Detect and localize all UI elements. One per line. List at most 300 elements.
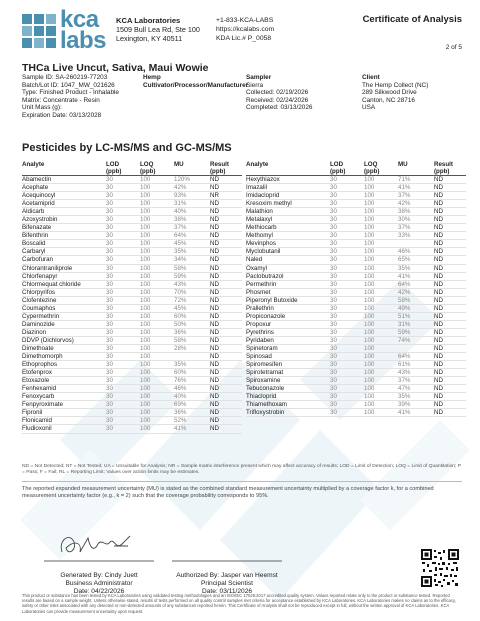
mu-value: 49% bbox=[398, 304, 411, 312]
sampler-info bbox=[246, 74, 356, 112]
table-row bbox=[22, 248, 242, 256]
analyte-name: Chlorantraniliprole bbox=[22, 264, 73, 272]
signature-jasper-van-heemst bbox=[172, 522, 282, 562]
loq-value: 100 bbox=[140, 385, 151, 393]
mu-value: 120% bbox=[174, 176, 190, 183]
lod-value: 30 bbox=[330, 296, 337, 304]
mu-value: 41% bbox=[398, 272, 411, 280]
lod-value: 30 bbox=[330, 200, 337, 208]
mu-value: 36% bbox=[174, 328, 187, 336]
header-analyte: Analyte bbox=[246, 161, 269, 168]
company-contact bbox=[216, 16, 274, 43]
mu-value: 64% bbox=[398, 353, 411, 361]
result-value: ND bbox=[210, 312, 219, 320]
loq-value: 100 bbox=[364, 320, 375, 328]
analyte-name: Metalaxyl bbox=[246, 216, 273, 224]
mu-value: 42% bbox=[398, 200, 411, 208]
mu-value: 50% bbox=[174, 320, 187, 328]
lod-value: 30 bbox=[106, 361, 113, 369]
result-value: ND bbox=[210, 272, 219, 280]
analyte-name: Spiroxamine bbox=[246, 377, 281, 385]
authorized-date: Date: 03/11/2026 bbox=[201, 588, 253, 595]
mu-value: 40% bbox=[174, 393, 187, 401]
result-value: ND bbox=[210, 296, 219, 304]
mu-value: 37% bbox=[398, 192, 411, 200]
loq-value: 100 bbox=[140, 417, 151, 425]
analyte-name: Aldicarb bbox=[22, 208, 45, 216]
result-value: ND bbox=[434, 369, 443, 377]
uncertainty-statement: The reported expanded measurement uncertainty (MU) is stated as the combined standard measurement uncertainty multiplied by a coverage factor k, for a combined measurement uncertainty factor (e.g., k = 2) such that the coverage probability corresponds to 95%. bbox=[22, 486, 434, 499]
kca-logo bbox=[22, 6, 108, 56]
lod-value: 30 bbox=[330, 353, 337, 361]
loq-value: 100 bbox=[364, 280, 375, 288]
loq-value: 100 bbox=[140, 248, 151, 256]
mu-value: 43% bbox=[398, 369, 411, 377]
loq-value: 100 bbox=[364, 353, 375, 361]
table-row bbox=[22, 313, 242, 321]
result-value: ND bbox=[434, 264, 443, 272]
table-row bbox=[246, 393, 466, 401]
table-row bbox=[246, 329, 466, 337]
loq-value: 100 bbox=[364, 176, 375, 183]
analyte-name: Mevinphos bbox=[246, 240, 276, 248]
mu-value: 34% bbox=[174, 256, 187, 264]
analyte-name: Propiconazole bbox=[246, 312, 286, 320]
analyte-name: Spirotetramat bbox=[246, 369, 284, 377]
loq-value: 100 bbox=[140, 216, 151, 224]
analyte-name: Abamectin bbox=[22, 176, 52, 183]
loq-value: 100 bbox=[364, 288, 375, 296]
table-row bbox=[246, 208, 466, 216]
client-heading: Client bbox=[362, 74, 380, 81]
result-value: ND bbox=[210, 369, 219, 377]
company-name: KCA Laboratories bbox=[116, 16, 181, 25]
analyte-name: Trifloxystrobin bbox=[246, 409, 285, 417]
analyte-name: Prallethrin bbox=[246, 304, 274, 312]
analyte-name: Phosmet bbox=[246, 288, 271, 296]
lod-value: 30 bbox=[106, 248, 113, 256]
analyte-name: Daminozide bbox=[22, 320, 55, 328]
table-row bbox=[246, 353, 466, 361]
analyte-name: Coumaphos bbox=[22, 304, 56, 312]
table-row bbox=[22, 353, 242, 361]
loq-value: 100 bbox=[364, 224, 375, 232]
table-row bbox=[246, 232, 466, 240]
document-title: Certificate of Analysis bbox=[362, 14, 462, 25]
mu-value: 69% bbox=[174, 401, 187, 409]
table-row bbox=[22, 409, 242, 417]
sample-info bbox=[22, 74, 142, 120]
result-value: ND bbox=[434, 385, 443, 393]
result-value: ND bbox=[210, 409, 219, 417]
analyte-name: Dimethoate bbox=[22, 344, 54, 352]
mu-value: 39% bbox=[398, 401, 411, 409]
mu-value: 37% bbox=[398, 377, 411, 385]
table-row bbox=[246, 377, 466, 385]
lod-value: 30 bbox=[106, 280, 113, 288]
lod-value: 30 bbox=[330, 272, 337, 280]
lod-value: 30 bbox=[330, 264, 337, 272]
loq-value: 100 bbox=[364, 409, 375, 417]
loq-value: 100 bbox=[364, 272, 375, 280]
client-street: 289 Silkwood Drive bbox=[362, 89, 417, 97]
analyte-name: Fipronil bbox=[22, 409, 43, 417]
loq-value: 100 bbox=[140, 320, 151, 328]
analyte-name: Permethrin bbox=[246, 280, 277, 288]
table-row bbox=[246, 345, 466, 353]
loq-value: 100 bbox=[140, 312, 151, 320]
analyte-name: Chlormequat chloride bbox=[22, 280, 81, 288]
lod-value: 30 bbox=[106, 328, 113, 336]
header-lod: LOD (ppb) bbox=[330, 161, 346, 175]
mu-value: 59% bbox=[174, 272, 187, 280]
result-value: ND bbox=[210, 216, 219, 224]
result-value: ND bbox=[210, 377, 219, 385]
lod-value: 30 bbox=[106, 200, 113, 208]
analyte-name: Spinosad bbox=[246, 353, 272, 361]
analyte-name: Methomyl bbox=[246, 232, 273, 240]
table-row bbox=[22, 232, 242, 240]
header-mu: MU bbox=[398, 161, 408, 168]
table-row bbox=[246, 200, 466, 208]
authorized-role: Principal Scientist bbox=[200, 580, 254, 587]
lod-value: 30 bbox=[106, 409, 113, 417]
table-row bbox=[246, 248, 466, 256]
mu-value: 42% bbox=[174, 184, 187, 192]
analyte-name: Paclobutrazol bbox=[246, 272, 284, 280]
mu-value: 52% bbox=[174, 417, 187, 425]
lod-value: 30 bbox=[106, 312, 113, 320]
table-header bbox=[246, 160, 466, 176]
divider bbox=[22, 481, 462, 482]
analyte-name: Propoxur bbox=[246, 320, 272, 328]
loq-value: 100 bbox=[364, 192, 375, 200]
result-value: ND bbox=[210, 320, 219, 328]
mu-value: 37% bbox=[398, 224, 411, 232]
table-row bbox=[22, 192, 242, 200]
header-lod: LOD (ppb) bbox=[106, 161, 122, 175]
loq-value: 100 bbox=[140, 288, 151, 296]
mu-value: 65% bbox=[398, 256, 411, 264]
analyte-name: Hexythiazox bbox=[246, 176, 280, 183]
analyte-name: Tebuconazole bbox=[246, 385, 285, 393]
logo-cubes-icon bbox=[22, 14, 56, 56]
analyte-name: Thiacloprid bbox=[246, 393, 277, 401]
lod-value: 30 bbox=[330, 248, 337, 256]
lod-value: 30 bbox=[330, 232, 337, 240]
mu-value: 36% bbox=[174, 409, 187, 417]
lod-value: 30 bbox=[330, 216, 337, 224]
table-row bbox=[22, 329, 242, 337]
result-value: ND bbox=[210, 248, 219, 256]
table-row bbox=[246, 240, 466, 248]
loq-value: 100 bbox=[140, 272, 151, 280]
lod-value: 30 bbox=[330, 377, 337, 385]
loq-value: 100 bbox=[140, 296, 151, 304]
analyte-name: Imazalil bbox=[246, 184, 267, 192]
result-value: ND bbox=[210, 401, 219, 409]
result-value: ND bbox=[434, 208, 443, 216]
analyte-name: Pyrethrins bbox=[246, 328, 274, 336]
lod-value: 30 bbox=[106, 192, 113, 200]
loq-value: 100 bbox=[364, 344, 375, 352]
mu-value: 45% bbox=[174, 304, 187, 312]
result-value: ND bbox=[434, 320, 443, 328]
analyte-name: Methiocarb bbox=[246, 224, 277, 232]
loq-value: 100 bbox=[364, 312, 375, 320]
table-row bbox=[22, 289, 242, 297]
mu-value: 42% bbox=[398, 288, 411, 296]
hemp-heading: Hemp bbox=[143, 74, 161, 81]
table-row bbox=[246, 265, 466, 273]
table-row bbox=[246, 192, 466, 200]
lod-value: 30 bbox=[330, 208, 337, 216]
result-value: ND bbox=[210, 425, 219, 433]
analyte-name: Thiamethoxam bbox=[246, 401, 287, 409]
lod-value: 30 bbox=[106, 288, 113, 296]
loq-value: 100 bbox=[140, 353, 151, 361]
mu-value: 46% bbox=[174, 385, 187, 393]
loq-value: 100 bbox=[364, 200, 375, 208]
lod-value: 30 bbox=[106, 425, 113, 433]
lod-value: 30 bbox=[330, 312, 337, 320]
loq-value: 100 bbox=[140, 256, 151, 264]
unit-mass: Unit Mass (g): bbox=[22, 104, 62, 112]
result-value: ND bbox=[434, 344, 443, 352]
mu-value: 61% bbox=[398, 361, 411, 369]
table-row bbox=[22, 224, 242, 232]
result-value: ND bbox=[434, 256, 443, 264]
lod-value: 30 bbox=[106, 304, 113, 312]
result-value: ND bbox=[434, 184, 443, 192]
loq-value: 100 bbox=[140, 280, 151, 288]
mu-value: 51% bbox=[398, 312, 411, 320]
table-row bbox=[246, 184, 466, 192]
lod-value: 30 bbox=[106, 377, 113, 385]
result-value: ND bbox=[434, 361, 443, 369]
loq-value: 100 bbox=[364, 216, 375, 224]
table-row bbox=[22, 361, 242, 369]
analyte-name: Pyridaben bbox=[246, 336, 274, 344]
result-value: ND bbox=[210, 256, 219, 264]
table-row bbox=[22, 297, 242, 305]
mu-value: 59% bbox=[398, 328, 411, 336]
table-row bbox=[22, 208, 242, 216]
table-row bbox=[22, 281, 242, 289]
result-value: ND bbox=[434, 248, 443, 256]
result-value: ND bbox=[210, 328, 219, 336]
expiration-date: Expiration Date: 03/13/2028 bbox=[22, 111, 102, 119]
website-link[interactable]: https://kcalabs.com bbox=[216, 26, 275, 33]
mu-value: 37% bbox=[174, 224, 187, 232]
logo-bottom-text: labs bbox=[60, 27, 107, 54]
loq-value: 100 bbox=[364, 377, 375, 385]
loq-value: 100 bbox=[140, 336, 151, 344]
signature-cindy-juett bbox=[44, 522, 154, 562]
lod-value: 30 bbox=[330, 361, 337, 369]
loq-value: 100 bbox=[364, 328, 375, 336]
result-value: ND bbox=[434, 240, 443, 248]
table-row bbox=[22, 256, 242, 264]
table-row bbox=[22, 184, 242, 192]
loq-value: 100 bbox=[140, 176, 151, 183]
table-row bbox=[246, 401, 466, 409]
table-row bbox=[22, 385, 242, 393]
loq-value: 100 bbox=[364, 336, 375, 344]
analyte-name: Diazinon bbox=[22, 328, 47, 336]
analyte-name: Bifenthrin bbox=[22, 232, 49, 240]
generated-role: Business Administrator bbox=[65, 580, 133, 587]
mu-value: 38% bbox=[398, 208, 411, 216]
header-result: Result (ppb) bbox=[210, 161, 229, 175]
lod-value: 30 bbox=[106, 208, 113, 216]
loq-value: 100 bbox=[140, 401, 151, 409]
loq-value: 100 bbox=[140, 425, 151, 433]
analyte-name: Oxamyl bbox=[246, 264, 267, 272]
analyte-name: Fenhexamid bbox=[22, 385, 57, 393]
analyte-name: Azoxystrobin bbox=[22, 216, 58, 224]
mu-value: 41% bbox=[174, 425, 187, 433]
analyte-name: Boscalid bbox=[22, 240, 46, 248]
analyte-name: Fenoxycarb bbox=[22, 393, 55, 401]
loq-value: 100 bbox=[364, 256, 375, 264]
lod-value: 30 bbox=[106, 320, 113, 328]
analyte-name: Piperonyl Butoxide bbox=[246, 296, 298, 304]
loq-value: 100 bbox=[364, 232, 375, 240]
hemp-subheading: Cultivator/Processor/Manufacturer bbox=[143, 81, 249, 89]
mu-value: 64% bbox=[174, 232, 187, 240]
result-value: ND bbox=[210, 417, 219, 425]
lod-value: 30 bbox=[330, 393, 337, 401]
table-row bbox=[246, 176, 466, 184]
lod-value: 30 bbox=[330, 280, 337, 288]
hemp-info bbox=[143, 74, 263, 89]
table-row bbox=[22, 273, 242, 281]
analyte-name: Kresoxim methyl bbox=[246, 200, 292, 208]
result-value: ND bbox=[434, 328, 443, 336]
result-value: ND bbox=[434, 280, 443, 288]
loq-value: 100 bbox=[364, 184, 375, 192]
lod-value: 30 bbox=[330, 336, 337, 344]
analyte-name: Malathion bbox=[246, 208, 273, 216]
analyte-name: Etofenprox bbox=[22, 369, 52, 377]
result-value: ND bbox=[434, 296, 443, 304]
lod-value: 30 bbox=[106, 240, 113, 248]
loq-value: 100 bbox=[140, 232, 151, 240]
loq-value: 100 bbox=[140, 184, 151, 192]
loq-value: 100 bbox=[364, 304, 375, 312]
result-value: ND bbox=[210, 232, 219, 240]
loq-value: 100 bbox=[364, 369, 375, 377]
lod-value: 30 bbox=[106, 184, 113, 192]
lod-value: 30 bbox=[106, 369, 113, 377]
analyte-name: Bifenazate bbox=[22, 224, 52, 232]
analyte-name: DDVP (Dichlorvos) bbox=[22, 336, 74, 344]
lod-value: 30 bbox=[106, 256, 113, 264]
analyte-name: Ethoprophos bbox=[22, 361, 58, 369]
header-loq: LOQ (ppb) bbox=[364, 161, 380, 175]
loq-value: 100 bbox=[140, 224, 151, 232]
table-row bbox=[22, 176, 242, 184]
lod-value: 30 bbox=[330, 369, 337, 377]
result-value: NR bbox=[210, 192, 219, 200]
loq-value: 100 bbox=[364, 385, 375, 393]
mu-value: 28% bbox=[174, 344, 187, 352]
sample-matrix: Matrix: Concentrate - Resin bbox=[22, 96, 100, 104]
lod-value: 30 bbox=[106, 232, 113, 240]
generated-date: Date: 04/22/2026 bbox=[73, 588, 125, 595]
lod-value: 30 bbox=[330, 320, 337, 328]
table-row bbox=[246, 281, 466, 289]
lod-value: 30 bbox=[330, 192, 337, 200]
lod-value: 30 bbox=[330, 328, 337, 336]
analyte-name: Fenpyroximate bbox=[22, 401, 63, 409]
result-value: ND bbox=[210, 353, 219, 361]
lod-value: 30 bbox=[106, 385, 113, 393]
table-row bbox=[246, 321, 466, 329]
result-value: ND bbox=[434, 409, 443, 417]
mu-value: 58% bbox=[174, 264, 187, 272]
result-value: ND bbox=[434, 272, 443, 280]
mu-value: 41% bbox=[398, 184, 411, 192]
lod-value: 30 bbox=[106, 272, 113, 280]
lod-value: 30 bbox=[330, 409, 337, 417]
loq-value: 100 bbox=[364, 264, 375, 272]
loq-value: 100 bbox=[140, 240, 151, 248]
result-value: ND bbox=[210, 184, 219, 192]
mu-value: 58% bbox=[174, 336, 187, 344]
analyte-name: Cypermethrin bbox=[22, 312, 60, 320]
result-value: ND bbox=[434, 200, 443, 208]
table-row bbox=[22, 200, 242, 208]
loq-value: 100 bbox=[140, 409, 151, 417]
qr-code-icon[interactable] bbox=[420, 548, 460, 588]
section-title: Pesticides by LC-MS/MS and GC-MS/MS bbox=[22, 142, 232, 154]
lod-value: 30 bbox=[330, 224, 337, 232]
mu-value: 30% bbox=[398, 216, 411, 224]
lod-value: 30 bbox=[106, 393, 113, 401]
lod-value: 30 bbox=[330, 256, 337, 264]
loq-value: 100 bbox=[364, 296, 375, 304]
result-value: ND bbox=[210, 200, 219, 208]
sampler-name: Sierra bbox=[246, 81, 264, 89]
lod-value: 30 bbox=[106, 353, 113, 361]
sampler-heading: Sampler bbox=[246, 74, 272, 81]
sample-id: Sample ID: SA-260219-77203 bbox=[22, 74, 108, 81]
result-value: ND bbox=[210, 385, 219, 393]
lod-value: 30 bbox=[106, 216, 113, 224]
mu-value: 35% bbox=[174, 248, 187, 256]
result-value: ND bbox=[434, 288, 443, 296]
table-row bbox=[246, 409, 466, 417]
company-address bbox=[116, 16, 200, 43]
lod-value: 30 bbox=[330, 288, 337, 296]
address-line-2: Lexington, KY 40511 bbox=[116, 34, 183, 43]
result-value: ND bbox=[434, 353, 443, 361]
table-row bbox=[22, 265, 242, 273]
mu-value: 70% bbox=[174, 288, 187, 296]
analyte-name: Spiromesifen bbox=[246, 361, 283, 369]
result-value: ND bbox=[210, 304, 219, 312]
table-row bbox=[22, 305, 242, 313]
result-value: ND bbox=[434, 377, 443, 385]
sample-title: THCa Live Uncut, Sativa, Maui Wowie bbox=[22, 62, 209, 74]
authorized-by: Authorized By: Jasper van Heemst bbox=[176, 572, 278, 579]
mu-value: 74% bbox=[398, 336, 411, 344]
mu-value: 47% bbox=[398, 385, 411, 393]
table-row bbox=[22, 393, 242, 401]
header-mu: MU bbox=[174, 161, 184, 168]
